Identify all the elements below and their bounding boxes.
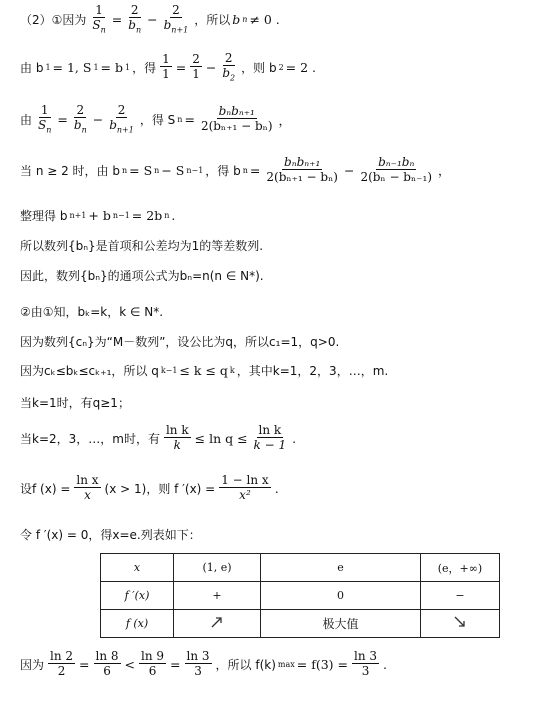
line-14: 令 f ′(x) = 0，得x=e.列表如下： [20,528,201,542]
fraction: $\frac{2}{b_{n+1}}$ [109,103,134,135]
fraction: $\frac{\ln 2}{2}$ [50,649,74,679]
fraction: $\frac{\ln 3}{3}$ [354,649,378,679]
line-3: 由 $\frac{1}{S_n}$ = $\frac{2}{b_n}$ − $\frac{2}{b_{n+1}}$ ，得 S n = $\frac{\text{bₙbₙ₊₁}}{\text{2(bₙ₊₁ − bₙ)}}$ ， [20,103,292,135]
increasing-arrow-icon [210,615,224,629]
line-7: 因此，数列{bₙ}的通项公式为bₙ=n(n ∈ N*). [20,269,264,283]
fraction: $\frac{2}{1}$ [192,52,200,82]
fraction: $\frac{\text{1 − ln x}}{\text{x²}}$ [221,473,269,503]
fraction: $\frac{\text{ln x}}{x}$ [76,473,99,503]
line-13: 设f (x) = $\frac{\text{ln x}}{x}$ (x > 1)，则 f ′(x) = $\frac{\text{1 − ln x}}{\text{x²}}$ . [20,473,279,503]
line-15: 因为 $\frac{\ln 2}{2}$ = $\frac{\ln 8}{6}$ < $\frac{\ln 9}{6}$ = $\frac{\ln 3}{3}$ ，所以 f(k) max = f(3) = $\frac{\ln 3}{3}$ . [20,649,387,679]
decreasing-arrow-icon [453,615,467,629]
fraction: $\frac{\ln 9}{6}$ [141,649,165,679]
table-row: f ′(x) + 0 − [101,582,500,610]
line-9: 因为数列{cₙ}为“M－数列”，设公比为q，所以c₁=1，q>0. [20,335,340,349]
line-10: 因为cₖ≤bₖ≤cₖ₊₁，所以 q k−1 ≤ k ≤ q k ，其中k=1，2，3，…，m. [20,363,389,378]
line-5: 整理得 b n+1 + b n−1 = 2b n . [20,208,176,223]
fraction: $\frac{2}{b_n}$ [128,3,142,35]
sign-table [100,553,500,638]
fraction: $\frac{\text{bₙbₙ₊₁}}{\text{2(bₙ₊₁ − bₙ)}}$ [200,104,273,134]
line-1: （2）①因为 $\frac{1}{S_n}$ = $\frac{2}{b_n}$ − $\frac{2}{b_{n+1}}$ ，所以 b n ≠ 0 . [20,3,280,35]
fraction: $\frac{\text{ln k}}{k}$ [165,423,189,453]
fraction: $\frac{\text{bₙbₙ₊₁}}{\text{2(bₙ₊₁ − bₙ)}}$ [266,155,338,185]
fraction: $\frac{2}{b_{n+1}}$ [163,3,189,35]
fraction: $\frac{1}{S_n}$ [38,103,52,135]
fraction: $\frac{\ln 3}{3}$ [186,649,210,679]
fraction: $\frac{2}{b_2}$ [222,51,236,83]
fraction: $\frac{1}{1}$ [162,52,170,82]
line-4: 当 n ≥ 2 时，由 b n = S n − S n−1 ，得 b n = $\frac{\text{bₙbₙ₊₁}}{\text{2(bₙ₊₁ − bₙ)}}$ − $\frac{\text{bₙ₋₁bₙ}}{\text{2(bₙ − bₙ₋₁)}}$ ， [20,155,451,185]
table-row: x (1, e) e (e，+∞) [101,554,500,582]
text: （2）①因为 [20,13,87,28]
fraction: $\frac{\ln 8}{6}$ [95,649,119,679]
fraction: $\frac{2}{b_n}$ [73,103,87,135]
fraction: $\frac{1}{S_n}$ [92,3,106,35]
fraction: $\frac{\text{ln k}}{k - 1}$ [253,423,287,453]
line-6: 所以数列{bₙ}是首项和公差均为1的等差数列. [20,239,264,253]
line-2: 由 b 1 = 1, S 1 = b 1 ，得 $\frac{1}{1}$ = $\frac{2}{1}$ − $\frac{2}{b_2}$ ，则 b 2 = 2 . [20,51,317,83]
line-8: ②由①知，bₖ=k，k ∈ N*. [20,305,164,319]
table-row: f (x) 极大值 [101,610,500,638]
line-11: 当k=1时，有q≥1； [20,396,130,410]
fraction: $\frac{\text{bₙ₋₁bₙ}}{\text{2(bₙ − bₙ₋₁)}}$ [360,155,433,185]
line-12: 当k=2，3，…，m时，有 $\frac{\text{ln k}}{k}$ ≤ ln q ≤ $\frac{\text{ln k}}{k - 1}$ . [20,423,297,453]
